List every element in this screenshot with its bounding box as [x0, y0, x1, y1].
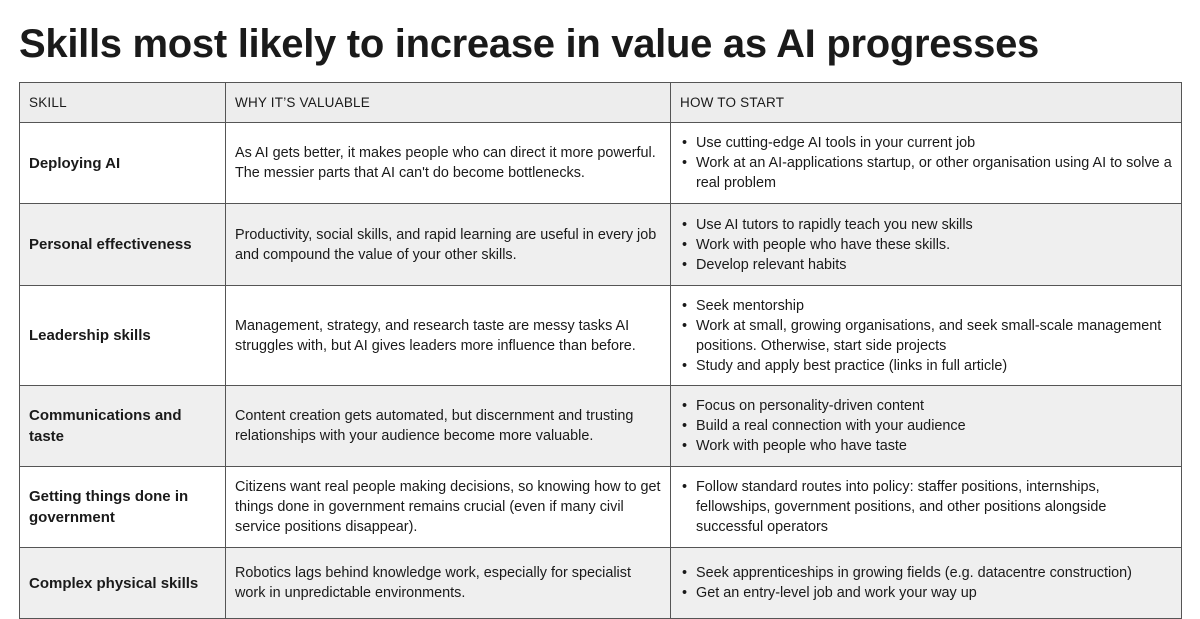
header-why-valuable: WHY IT’S VALUABLE	[226, 83, 671, 123]
list-item: • Study and apply best practice (links in full article)	[696, 356, 1172, 376]
how-cell	[671, 548, 1182, 619]
list-item: • Focus on personality-driven content	[696, 396, 1172, 416]
table-row	[20, 467, 1182, 548]
how-cell	[671, 204, 1182, 286]
list-item: • Seek apprenticeships in growing fields (e.g. datacentre construction)	[696, 563, 1172, 583]
why-cell: As AI gets better, it makes people who can direct it more powerful. The messier parts that AI can't do become bottlenecks.	[226, 123, 671, 204]
skill-cell: Leadership skills	[20, 286, 226, 386]
list-item: • Work at small, growing organisations, and seek small-scale management positions. Otherwise, start side projects	[696, 316, 1172, 356]
list-item: • Use AI tutors to rapidly teach you new skills	[696, 215, 1172, 235]
how-cell	[671, 467, 1182, 548]
table-row	[20, 386, 1182, 467]
skill-cell: Complex physical skills	[20, 548, 226, 619]
how-list	[680, 396, 1172, 456]
skill-cell: Getting things done in government	[20, 467, 226, 548]
how-list	[680, 215, 1172, 275]
list-item: • Use cutting-edge AI tools in your current job	[696, 133, 1172, 153]
page-title: Skills most likely to increase in value as AI progresses	[19, 22, 1039, 66]
table-row	[20, 123, 1182, 204]
header-how-to-start: HOW TO START	[671, 83, 1182, 123]
list-item: • Seek mentorship	[696, 296, 1172, 316]
how-list	[680, 133, 1172, 193]
list-item: • Work at an AI-applications startup, or other organisation using AI to solve a real problem	[696, 153, 1172, 193]
why-cell: Productivity, social skills, and rapid learning are useful in every job and compound the value of your other skills.	[226, 204, 671, 286]
why-cell: Content creation gets automated, but discernment and trusting relationships with your audience become more valuable.	[226, 386, 671, 467]
header-skill: SKILL	[20, 83, 226, 123]
how-list	[680, 296, 1172, 376]
skills-table	[19, 82, 1182, 619]
table-row	[20, 204, 1182, 286]
list-item: • Build a real connection with your audience	[696, 416, 1172, 436]
table-header-row	[20, 83, 1182, 123]
how-list	[680, 563, 1172, 603]
how-cell	[671, 123, 1182, 204]
list-item: • Develop relevant habits	[696, 255, 1172, 275]
table-row	[20, 286, 1182, 386]
skill-cell: Deploying AI	[20, 123, 226, 204]
how-cell	[671, 386, 1182, 467]
why-cell: Citizens want real people making decisions, so knowing how to get things done in government remains crucial (even if many civil service positions disappear).	[226, 467, 671, 548]
list-item: • Work with people who have taste	[696, 436, 1172, 456]
how-cell	[671, 286, 1182, 386]
list-item: • Work with people who have these skills.	[696, 235, 1172, 255]
table-row	[20, 548, 1182, 619]
list-item: • Follow standard routes into policy: staffer positions, internships, fellowships, government positions, and other positions alongside successful operators	[696, 477, 1172, 537]
why-cell: Management, strategy, and research taste are messy tasks AI struggles with, but AI gives leaders more influence than before.	[226, 286, 671, 386]
skill-cell: Communications and taste	[20, 386, 226, 467]
why-cell: Robotics lags behind knowledge work, especially for specialist work in unpredictable environments.	[226, 548, 671, 619]
skill-cell: Personal effectiveness	[20, 204, 226, 286]
how-list	[680, 477, 1172, 537]
list-item: • Get an entry-level job and work your way up	[696, 583, 1172, 603]
